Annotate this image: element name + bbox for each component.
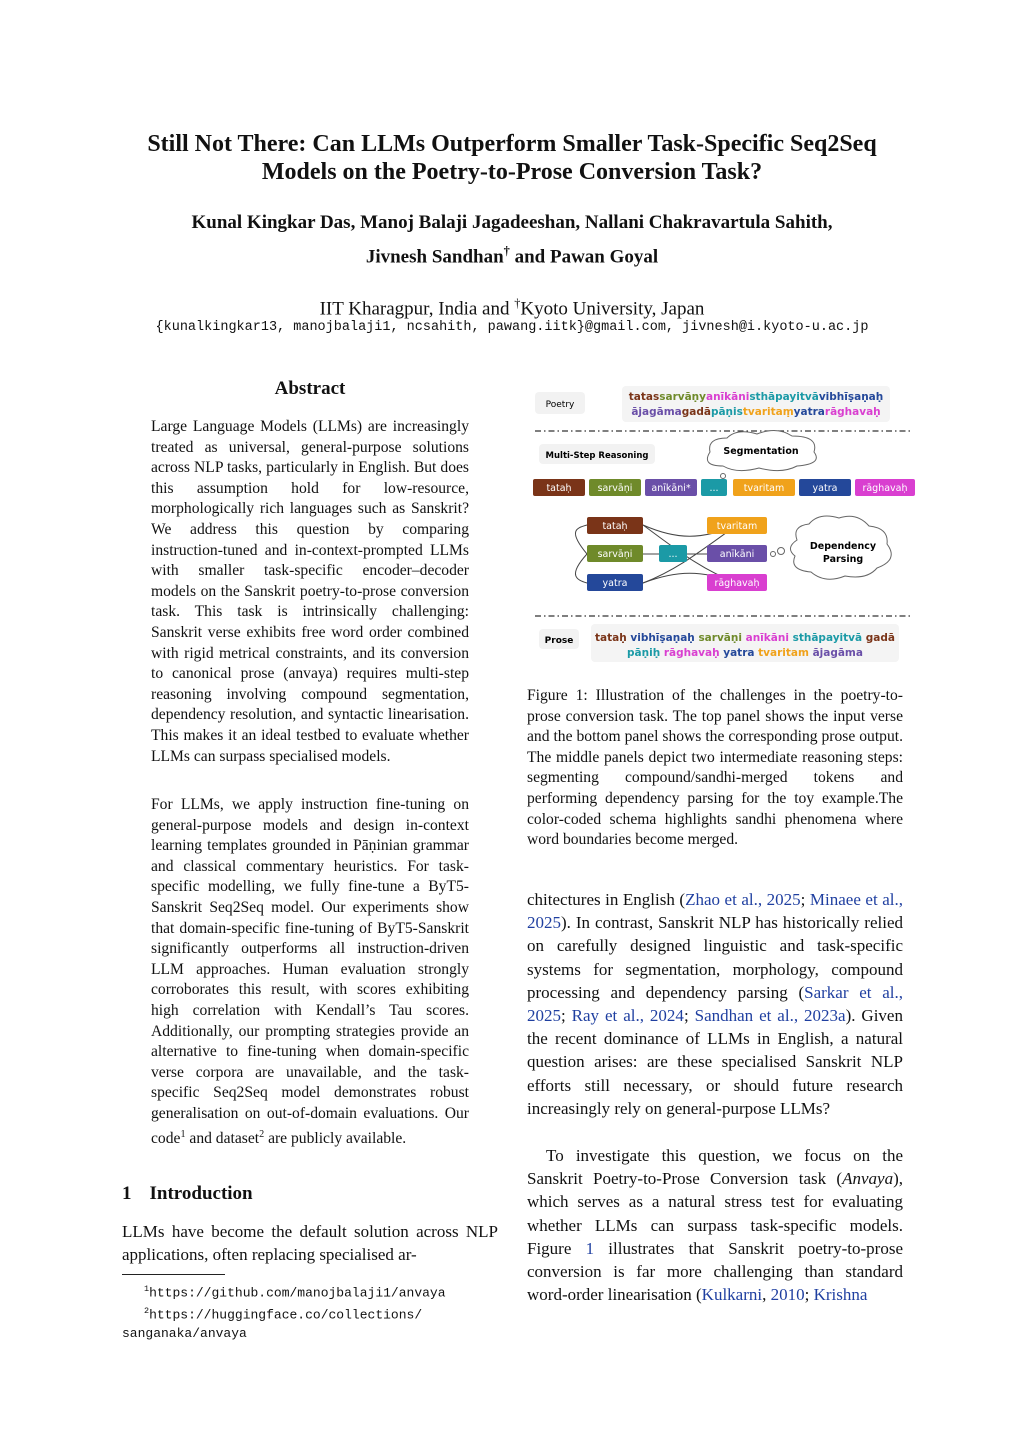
- affiliation: IIT Kharagpur, India and †Kyoto University, Japan: [319, 296, 705, 320]
- dep-node-anikani-text: anīkāni: [719, 549, 755, 560]
- citation-kulkarni[interactable]: Kulkarni: [701, 1285, 763, 1305]
- footnote-ref-1[interactable]: 1: [180, 1128, 186, 1140]
- citation-kulkarni-year[interactable]: 2010: [770, 1285, 805, 1305]
- prose-w4: anīkāni: [745, 632, 789, 644]
- title-line-2: Models on the Poetry-to-Prose Conversion Task?: [261, 159, 763, 185]
- affil-dagger: †: [514, 296, 521, 310]
- thought-bubble-1: [721, 474, 726, 479]
- verse-w5: vibhīṣaṇaḥ: [818, 391, 884, 403]
- verse-w3: anīkāni: [706, 391, 750, 403]
- dep-edge: [575, 525, 587, 554]
- prose-w3: sarvāṇi: [698, 632, 742, 644]
- token-yatra-text: yatra: [812, 483, 838, 494]
- citation-zhao[interactable]: Zhao et al., 2025: [685, 890, 801, 909]
- dependency-label-1: Dependency: [809, 541, 877, 552]
- verse-w7: gadā: [681, 406, 711, 418]
- figure-ref[interactable]: 1: [585, 1238, 595, 1258]
- citation-minaee[interactable]: Minaee et al., 2025: [527, 890, 904, 933]
- authors-line-1: Kunal Kingkar Das, Manoj Balaji Jagadeeshan, Nallani Chakravartula Sahith,: [191, 212, 833, 233]
- verse-w4: sthāpayitvā: [749, 391, 819, 403]
- poetry-label: Poetry: [545, 400, 575, 410]
- verse-w9: tvaritaṃ: [742, 406, 794, 418]
- verse-w1: tatas: [628, 391, 660, 403]
- thought-bubble-3: [771, 552, 776, 557]
- thought-bubble-4: [778, 548, 785, 555]
- verse-w10: yatra: [793, 406, 825, 418]
- segmentation-label: Segmentation: [723, 446, 799, 457]
- verse-line-1: [629, 391, 883, 403]
- prose-w5: sthāpayitvā: [792, 632, 863, 644]
- prose-w2: vibhīṣaṇaḥ: [630, 632, 695, 644]
- prose-w1: tataḥ: [595, 632, 627, 644]
- section-heading-introduction: 1 Introduction: [122, 1183, 253, 1204]
- verse-w6: ājagāma: [631, 406, 682, 418]
- footnote-rule: [122, 1274, 225, 1275]
- prose-w6: gadā: [865, 632, 895, 644]
- verse-w8: pāṇis: [710, 406, 743, 418]
- footnote-1: $^1$https://github.com/manojbalaji1/anvaya: [144, 1284, 446, 1301]
- token-row: [533, 479, 915, 496]
- prose-w10: tvaritam: [758, 647, 809, 659]
- footnote-ref-2[interactable]: 2: [259, 1128, 265, 1140]
- dep-edge: [575, 554, 587, 583]
- token-ellipsis-text: ...: [709, 483, 719, 494]
- dep-node-ellipsis-text: ...: [668, 549, 678, 560]
- footnote-1-link[interactable]: https://github.com/manojbalaji1/anvaya: [149, 1285, 446, 1301]
- intro-left-text: LLMs have become the default solution across NLP applications, often replacing specialised ar-: [122, 1222, 498, 1265]
- figure-1: [527, 380, 919, 670]
- token-tatah-text: tataḥ: [546, 483, 572, 494]
- dep-node-raghavah-text: rāghavaḥ: [714, 578, 760, 589]
- verse-line-2: [631, 406, 880, 418]
- prose-w9: yatra: [723, 647, 755, 659]
- dep-node-sarvani-text: sarvāṇi: [597, 549, 633, 560]
- dependency-graph: [575, 517, 767, 591]
- authors-line-2: Jivnesh Sandhan† and Pawan Goyal: [365, 244, 659, 268]
- verse-w11: rāghavaḥ: [824, 406, 881, 418]
- token-anikani-text: anīkāni*: [651, 483, 691, 494]
- citation-sandhan[interactable]: Sandhan et al., 2023a: [694, 1006, 846, 1026]
- prose-line-1: [595, 632, 895, 644]
- prose-w7: pāṇiḥ: [627, 647, 661, 659]
- intro-right-paragraph-2: To investigate this question, we focus on the Sanskrit Poetry-to-Prose Conversion task (Anvaya), which serves as a natural stress test for evaluating whether LLMs can surpass task-specific models. Figure 1 illustrates that Sanskrit poetry-to-prose conversion is far more challenging than standard word-order linearisation (Kulkarni, 2010; Krishna: [527, 1146, 903, 1305]
- figure-caption: Figure 1: Illustration of the challenges in the poetry-to-prose conversion task. The top panel shows the input verse and the bottom panel shows the corresponding prose output. The middle panels depict two intermediate reasoning steps: segmenting compound/sandhi-merged tokens and performing dependency parsing for the toy example.The color-coded schema highlights sandhi phenomena where word boundaries become merged.: [527, 687, 903, 849]
- footnote-2: $^2$https://huggingface.co/collections/: [144, 1306, 423, 1323]
- verse-w2: sarvāṇy: [659, 391, 706, 403]
- token-raghavah-text: rāghavaḥ: [862, 483, 908, 494]
- abstract-heading: Abstract: [274, 378, 346, 399]
- intro-right-paragraph-1: chitectures in English (Zhao et al., 2025; Minaee et al., 2025). In contrast, Sanskrit NLP has historically relied on carefully designed linguistic and task-specific systems for segmentation, morphology, compound processing and dependency parsing (Sarkar et al., 2025; Ray et al., 2024; Sandhan et al., 2023a). Given the recent dominance of LLMs in English, a natural question arises: are these specialised Sanskrit NLP efforts still necessary, or should future research increasingly rely on general-purpose LLMs?: [527, 890, 904, 1118]
- authors: [0, 208, 1024, 271]
- footnotes: [122, 1280, 502, 1343]
- prose-w8: rāghavaḥ: [663, 647, 720, 659]
- dagger-mark: †: [503, 244, 510, 258]
- citation-krishna[interactable]: Krishna: [813, 1285, 868, 1305]
- token-tvaritam-text: tvaritam: [743, 483, 785, 494]
- abstract-paragraph-1: Large Language Models (LLMs) are increasingly treated as universal, general-purpose solutions across NLP tasks, particularly in English. But does this assumption hold for low-resource, morphologically rich languages such as Sanskrit? We address this question by comparing instruction-tuned and in-context-prompted LLMs with smaller task-specific encoder–decoder models on the Sanskrit poetry-to-prose conversion task. This task is intrinsically challenging: Sanskrit verse exhibits free word order combined with rigid metrical constraints, and its conversion to canonical prose (anvaya) requires multi-step reasoning involving compound segmentation, dependency resolution, and syntactic linearisation. This makes it an ideal testbed to evaluate whether LLMs can surpass specialised models.: [151, 418, 469, 765]
- msr-label: Multi-Step Reasoning: [545, 451, 649, 461]
- author-emails: {kunalkingkar13, manojbalaji1, ncsahith, pawang.iitk}@gmail.com, jivnesh@i.kyoto-u.ac.jp: [155, 320, 869, 335]
- paper-title: [0, 130, 1024, 186]
- token-sarvani-text: sarvāṇi: [597, 483, 633, 494]
- citation-ray[interactable]: Ray et al., 2024: [571, 1006, 684, 1026]
- footnote-2-cont[interactable]: sanganaka/anvaya: [122, 1325, 247, 1341]
- abstract-paragraph-2: For LLMs, we apply instruction fine-tuning on general-purpose models and design in-context learning templates grounded in Pāṇinian grammar and classical commentary heuristics. For task-specific modelling, we fully fine-tune a ByT5-Sanskrit Seq2Seq model. Our experiments show that domain-specific fine-tuning of ByT5-Sanskrit significantly outperforms all instruction-driven LLM approaches. Human evaluation strongly corroborates this result, with scores exhibiting high correlation with Kendall’s Tau scores. Additionally, our prompting strategies provide an alternative to fine-tuning when domain-specific verse corpora are unavailable, and the task-specific Seq2Seq model demonstrates robust generalisation on out-of-domain evaluations. Our code$^1$ and dataset$^2$ are publicly available.: [151, 796, 469, 1147]
- dep-node-tatah-text: tataḥ: [602, 521, 628, 532]
- citation-sarkar[interactable]: Sarkar et al., 2025: [527, 982, 903, 1026]
- title-line-1: Still Not There: Can LLMs Outperform Smaller Task-Specific Seq2Seq: [147, 131, 877, 157]
- dep-node-yatra-text: yatra: [602, 578, 628, 589]
- footnote-2-link[interactable]: https://huggingface.co/collections/: [149, 1307, 423, 1323]
- dependency-label-2: Parsing: [822, 554, 864, 565]
- prose-line-2: [627, 647, 863, 659]
- dep-node-tvaritam-text: tvaritam: [716, 521, 758, 532]
- prose-w11: ājagāma: [812, 647, 863, 659]
- prose-label: Prose: [544, 636, 574, 646]
